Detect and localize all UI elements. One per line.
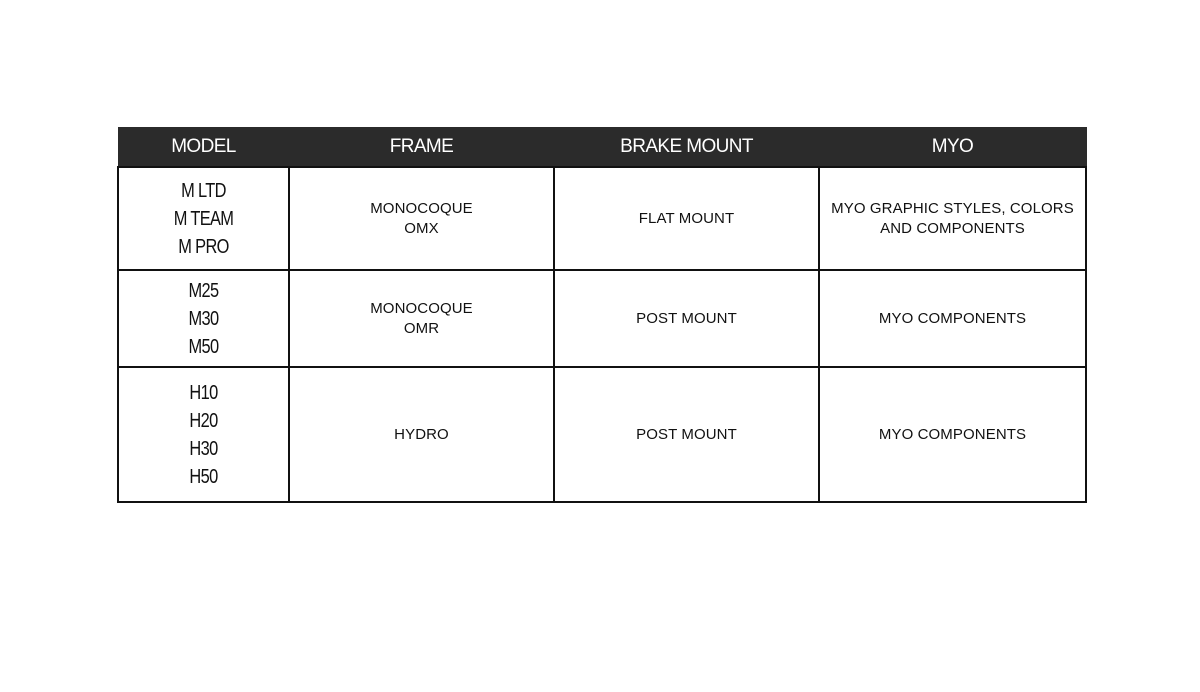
- myo-text: MYO COMPONENTS: [878, 425, 1027, 443]
- frame-text: OMR: [403, 319, 440, 337]
- model-name: M TEAM: [173, 207, 234, 230]
- spec-table: [117, 127, 1087, 503]
- brake-mount-text: POST MOUNT: [636, 425, 737, 443]
- frame-text: HYDRO: [394, 425, 449, 443]
- table-row: [118, 167, 1086, 270]
- brake-mount-cell: [554, 167, 819, 270]
- model-name: H20: [189, 409, 218, 432]
- myo-text: AND COMPONENTS: [880, 219, 1025, 237]
- header-brake-mount: BRAKE MOUNT: [554, 127, 819, 167]
- model-name: H10: [189, 381, 218, 404]
- model-name: M25: [188, 279, 219, 302]
- model-name: M30: [188, 307, 219, 330]
- model-name: M PRO: [178, 235, 229, 258]
- model-cell: [118, 367, 289, 502]
- header-myo: MYO: [819, 127, 1086, 167]
- model-cell: [118, 270, 289, 367]
- frame-text: MONOCOQUE: [370, 299, 473, 317]
- model-name: M LTD: [181, 179, 226, 202]
- brake-mount-cell: [554, 367, 819, 502]
- header-frame: FRAME: [289, 127, 554, 167]
- model-name: M50: [188, 335, 219, 358]
- myo-text: MYO COMPONENTS: [878, 309, 1027, 327]
- myo-text: MYO GRAPHIC STYLES, COLORS: [831, 199, 1074, 217]
- brake-mount-cell: [554, 270, 819, 367]
- header-model: MODEL: [118, 127, 289, 167]
- myo-cell: [819, 270, 1086, 367]
- myo-cell: [819, 167, 1086, 270]
- model-cell: [118, 167, 289, 270]
- brake-mount-text: POST MOUNT: [636, 309, 737, 327]
- frame-text: MONOCOQUE: [370, 199, 473, 217]
- model-name: H50: [189, 465, 218, 488]
- brake-mount-text: FLAT MOUNT: [638, 209, 735, 227]
- table-header-row: [118, 127, 1086, 167]
- table-row: [118, 367, 1086, 502]
- frame-text: OMX: [404, 219, 439, 237]
- frame-cell: [289, 270, 554, 367]
- table-row: [118, 270, 1086, 367]
- frame-cell: [289, 367, 554, 502]
- model-name: H30: [189, 437, 218, 460]
- frame-cell: [289, 167, 554, 270]
- myo-cell: [819, 367, 1086, 502]
